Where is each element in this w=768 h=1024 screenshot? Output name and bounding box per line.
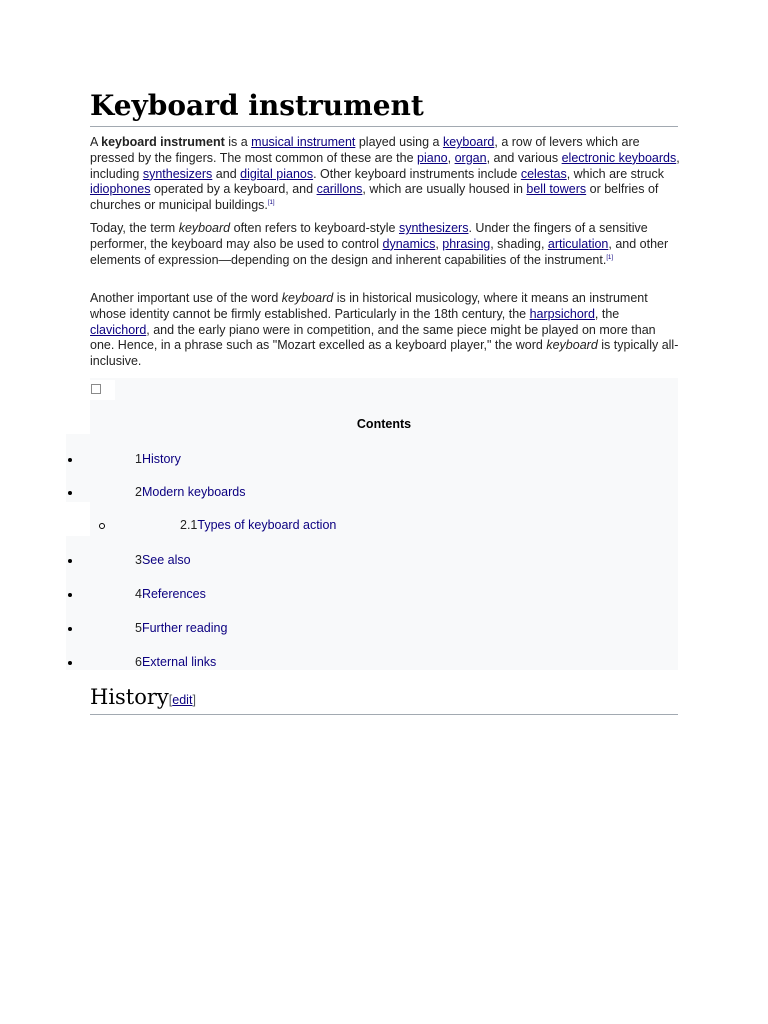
toc-item-types-of-keyboard-action[interactable]: 2.1Types of keyboard action xyxy=(180,518,337,532)
bullet-icon xyxy=(68,491,72,495)
edit-section: [edit] xyxy=(168,693,196,707)
toc-toggle[interactable] xyxy=(90,380,115,400)
link-synthesizers-2[interactable]: synthesizers xyxy=(398,221,469,235)
toc-title: Contents xyxy=(356,417,412,431)
link-dynamics[interactable]: dynamics xyxy=(382,236,436,251)
link-musical-instrument[interactable]: musical instrument xyxy=(251,135,356,149)
link-organ[interactable]: organ xyxy=(454,150,487,165)
link-phrasing[interactable]: phrasing xyxy=(442,236,491,251)
bold-term: keyboard instrument xyxy=(101,135,225,149)
link-harpsichord[interactable]: harpsichord xyxy=(529,306,595,321)
link-carillons[interactable]: carillons xyxy=(316,182,363,197)
bullet-icon xyxy=(68,661,72,665)
intro-paragraph-1: A keyboard instrument is a musical instrument played using a keyboard, a row of levers which are pressed by the fingers. The most common of these are the piano, organ, and various electronic keyboards, including synthesizers and digital pianos. Other keyboard instruments include celestas, which are struck idiophones operated by a keyboard, and carillons, which are usually housed in bell towers or belfries of churches or municipal buildings.[1] xyxy=(90,135,680,213)
section-heading-history: History[edit] xyxy=(90,684,678,715)
toc-item-external-links[interactable]: 6External links xyxy=(135,655,217,669)
toc-item-references[interactable]: 4References xyxy=(135,587,206,601)
link-celestas[interactable]: celestas xyxy=(520,166,567,181)
bullet-icon xyxy=(68,559,72,563)
link-piano[interactable]: piano xyxy=(417,150,448,165)
link-digital-pianos[interactable]: digital pianos xyxy=(240,166,314,181)
reference-marker-2 xyxy=(606,254,613,260)
bullet-icon xyxy=(68,627,72,631)
edit-link[interactable]: edit xyxy=(172,693,193,707)
reference-link-2[interactable]: [1] xyxy=(606,254,613,261)
toc-item-modern-keyboards[interactable]: 2Modern keyboards xyxy=(135,485,246,499)
checkbox-icon[interactable] xyxy=(91,384,101,394)
hollow-bullet-icon xyxy=(99,523,105,529)
link-synthesizers[interactable]: synthesizers xyxy=(142,166,213,181)
toc-item-further-reading[interactable]: 5Further reading xyxy=(135,621,228,635)
reference-marker xyxy=(268,200,275,206)
toc-item-history[interactable]: 1History xyxy=(135,452,181,466)
link-keyboard[interactable]: keyboard xyxy=(442,135,495,149)
bullet-icon xyxy=(68,458,72,462)
toc-background-extension xyxy=(66,536,90,670)
link-idiophones[interactable]: idiophones xyxy=(90,182,151,197)
reference-link[interactable]: [1] xyxy=(267,200,275,207)
bullet-icon xyxy=(68,593,72,597)
intro-paragraph-2: Today, the term keyboard often refers to keyboard-style synthesizers. Under the fingers of a sensitive performer, the keyboard may also be used to control dynamics, phrasing, shading, articulation, and other elements of expression—depending on the design and inherent capabilities of the instrument.[1] xyxy=(90,221,669,267)
link-electronic-keyboards[interactable]: electronic keyboards xyxy=(561,150,677,165)
page-title: Keyboard instrument xyxy=(90,88,678,127)
link-bell-towers[interactable]: bell towers xyxy=(526,182,587,197)
link-clavichord[interactable]: clavichord xyxy=(90,322,147,337)
link-articulation[interactable]: articulation xyxy=(547,236,609,251)
toc-item-see-also[interactable]: 3See also xyxy=(135,553,191,567)
intro-paragraph-3: Another important use of the word keyboard is in historical musicology, where it means an instrument whose identity cannot be firmly established. Particularly in the 18th century, the harpsichord, the clavichord, and the early piano were in competition, and the same piece might be played on more than one. Hence, in a phrase such as "Mozart excelled as a keyboard player," the word keyboard is typically all-inclusive. xyxy=(90,291,679,369)
